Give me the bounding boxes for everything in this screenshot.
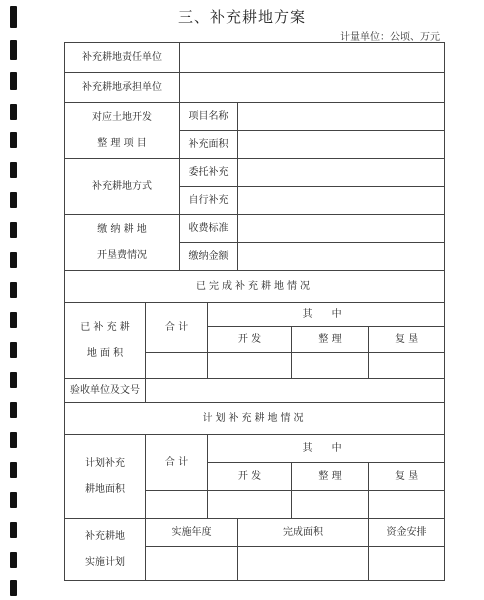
field-completed-reclaim[interactable] [369, 353, 445, 379]
label-planned-develop: 开 发 [208, 463, 292, 491]
label-self: 自行补充 [180, 187, 238, 215]
label-completed-total: 合 计 [146, 303, 208, 353]
field-planned-total[interactable] [146, 491, 208, 519]
label-fee: 缴 纳 耕 地 开垦费情况 [65, 215, 180, 271]
field-planned-reclaim[interactable] [369, 491, 445, 519]
label-entrust: 委托补充 [180, 159, 238, 187]
label-planned-area: 计划补充 耕地面积 [65, 435, 146, 519]
label-plan-funding: 资金安排 [369, 519, 445, 547]
field-fee-standard[interactable] [238, 215, 445, 243]
field-plan-year[interactable] [146, 547, 238, 581]
label-plan: 补充耕地 实施计划 [65, 519, 146, 581]
field-acceptance[interactable] [146, 379, 445, 403]
field-fee-amount[interactable] [238, 243, 445, 271]
label-plan-year: 实施年度 [146, 519, 238, 547]
label-supplement-area: 补充面积 [180, 131, 238, 159]
label-completed-among: 其 中 [208, 303, 445, 327]
label-land-dev: 对应土地开发 整 理 项 目 [65, 103, 180, 159]
field-completed-total[interactable] [146, 353, 208, 379]
label-completed-reclaim: 复 垦 [369, 327, 445, 353]
field-plan-funding[interactable] [369, 547, 445, 581]
field-entrust[interactable] [238, 159, 445, 187]
field-supplement-area[interactable] [238, 131, 445, 159]
binding-holes [0, 0, 30, 600]
label-planned-among: 其 中 [208, 435, 445, 463]
field-project-name[interactable] [238, 103, 445, 131]
field-self[interactable] [238, 187, 445, 215]
field-completed-develop[interactable] [208, 353, 292, 379]
field-planned-rectify[interactable] [292, 491, 369, 519]
label-undertaking-unit: 补充耕地承担单位 [65, 73, 180, 103]
label-plan-completed: 完成面积 [238, 519, 369, 547]
unit-note: 计量单位：公顷、万元 [340, 32, 440, 43]
label-completed-area: 已 补 充 耕 地 面 积 [65, 303, 146, 379]
label-planned-total: 合 计 [146, 435, 208, 491]
label-responsible-unit: 补充耕地责任单位 [65, 43, 180, 73]
completed-section-header: 已完成补充耕地情况 [65, 271, 445, 303]
label-project-name: 项目名称 [180, 103, 238, 131]
field-responsible-unit[interactable] [180, 43, 445, 73]
field-plan-completed[interactable] [238, 547, 369, 581]
page-title: 三、补充耕地方案 [177, 8, 306, 26]
label-acceptance: 验收单位及文号 [65, 379, 146, 403]
label-planned-rectify: 整 理 [292, 463, 369, 491]
label-fee-standard: 收费标准 [180, 215, 238, 243]
field-undertaking-unit[interactable] [180, 73, 445, 103]
planned-section-header: 计划补充耕地情况 [65, 403, 445, 435]
supplement-plan-table [64, 42, 445, 581]
field-completed-rectify[interactable] [292, 353, 369, 379]
label-method: 补充耕地方式 [65, 159, 180, 215]
label-completed-rectify: 整 理 [292, 327, 369, 353]
field-planned-develop[interactable] [208, 491, 292, 519]
label-completed-develop: 开 发 [208, 327, 292, 353]
label-planned-reclaim: 复 垦 [369, 463, 445, 491]
label-fee-amount: 缴纳金额 [180, 243, 238, 271]
